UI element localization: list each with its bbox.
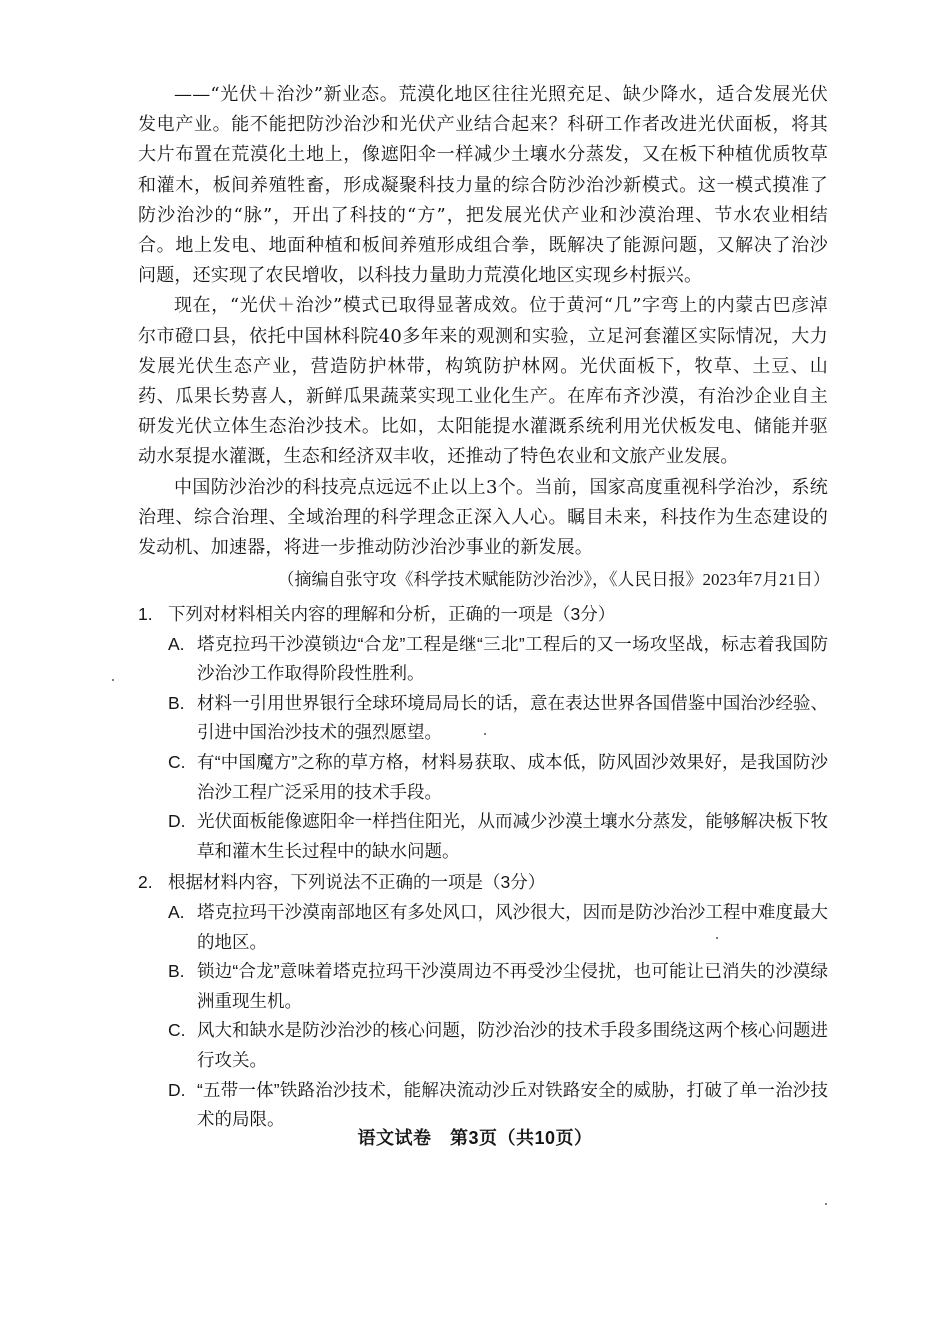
page-footer: 语文试卷 第3页（共10页） — [357, 1128, 593, 1148]
option-text: 塔克拉玛干沙漠锁边“合龙”工程是继“三北”工程后的又一场攻坚战，标志着我国防沙治沙工作取得阶段性胜利。 — [197, 633, 828, 684]
option-letter: B. — [168, 692, 185, 713]
option-text: “五带一体”铁路治沙技术，能解决流动沙丘对铁路安全的威胁，打破了单一治沙技术的局限。 — [197, 1079, 828, 1130]
scan-speck — [484, 733, 486, 735]
option-letter: B. — [168, 961, 185, 982]
option-a — [138, 898, 828, 957]
question-text: 根据材料内容，下列说法不正确的一项是（3分） — [168, 872, 546, 893]
source-citation: （摘编自张守攻《科学技术赋能防沙治沙》，《人民日报》2023年7月21日） — [277, 570, 830, 589]
question-text: 下列对材料相关内容的理解和分析，正确的一项是（3分） — [168, 604, 616, 624]
question-stem — [138, 868, 828, 898]
option-letter: A. — [168, 901, 185, 922]
passage-paragraph-3: 中国防沙治沙的科技亮点远远不止以上3个。当前，国家高度重视科学治沙，系统治理、综合治理、全域治理的科学理念正深入人心。瞩目未来，科技作为生态建设的发动机、加速器，将进一步推动防沙治沙事业的新发展。 — [138, 476, 828, 559]
option-text: 塔克拉玛干沙漠南部地区有多处风口，风沙很大，因而是防沙治沙工程中难度最大的地区。 — [197, 901, 828, 952]
question-list — [138, 600, 828, 1135]
scan-speck — [825, 1203, 827, 1205]
option-c — [138, 748, 828, 807]
question-number: 1. — [138, 604, 153, 624]
question-1 — [138, 600, 828, 866]
option-letter: A. — [168, 633, 185, 654]
option-b — [138, 957, 828, 1016]
option-text: 锁边“合龙”意味着塔克拉玛干沙漠周边不再受沙尘侵扰，也可能让已消失的沙漠绿洲重现生机。 — [197, 961, 828, 1011]
scan-speck — [716, 937, 718, 939]
option-letter: C. — [168, 1020, 186, 1041]
question-2 — [138, 868, 828, 1134]
question-number: 2. — [138, 872, 153, 893]
question-stem — [138, 600, 828, 630]
passage-paragraph-1: ——“光伏＋治沙”新业态。荒漠化地区往往光照充足、缺少降水，适合发展光伏发电产业。能不能把防沙治沙和光伏产业结合起来？科研工作者改进光伏面板，将其大片布置在荒漠化土地上，像遮阳伞一样减少土壤水分蒸发，又在板下种植优质牧草和灌木，板间养殖牲畜，形成凝聚科技力量的综合防沙治沙新模式。这一模式摸准了防沙治沙的“脉”，开出了科技的“方”，把发展光伏产业和沙漠治理、节水农业相结合。地上发电、地面种植和板间养殖形成组合拳，既解决了能源问题，又解决了治沙问题，还实现了农民增收，以科技力量助力荒漠化地区实现乡村振兴。 — [138, 84, 828, 287]
passage-paragraph-2: 现在，“光伏＋治沙”模式已取得显著成效。位于黄河“几”字弯上的内蒙古巴彦淖尔市磴口县，依托中国林科院40多年来的观测和实验，立足河套灌区实际情况，大力发展光伏生态产业，营造防护林带，构筑防护林网。光伏面板下，牧草、土豆、山药、瓜果长势喜人，新鲜瓜果蔬菜实现工业化生产。在库布齐沙漠，有治沙企业自主研发光伏立体生态治沙技术。比如，太阳能提水灌溉系统利用光伏板发电、储能并驱动水泵提水灌溉，生态和经济双丰收，还推动了特色农业和文旅产业发展。 — [138, 295, 828, 468]
option-text: 有“中国魔方”之称的草方格，材料易获取、成本低，防风固沙效果好，是我国防沙治沙工程广泛采用的技术手段。 — [197, 751, 828, 802]
option-c — [138, 1016, 828, 1075]
option-d — [138, 807, 828, 866]
option-letter: D. — [168, 811, 186, 832]
option-b — [138, 689, 828, 748]
option-letter: D. — [168, 1079, 186, 1100]
option-a — [138, 630, 828, 689]
option-text: 风大和缺水是防沙治沙的核心问题，防沙治沙的技术手段多围绕这两个核心问题进行攻关。 — [197, 1020, 828, 1070]
option-text: 光伏面板能像遮阳伞一样挡住阳光，从而减少沙漠土壤水分蒸发，能够解决板下牧草和灌木生长过程中的缺水问题。 — [197, 811, 828, 861]
reading-passage — [138, 80, 828, 563]
option-text: 材料一引用世界银行全球环境局局长的话，意在表达世界各国借鉴中国治沙经验、引进中国治沙技术的强烈愿望。 — [197, 692, 828, 743]
option-letter: C. — [168, 751, 186, 772]
scan-speck — [112, 679, 114, 681]
